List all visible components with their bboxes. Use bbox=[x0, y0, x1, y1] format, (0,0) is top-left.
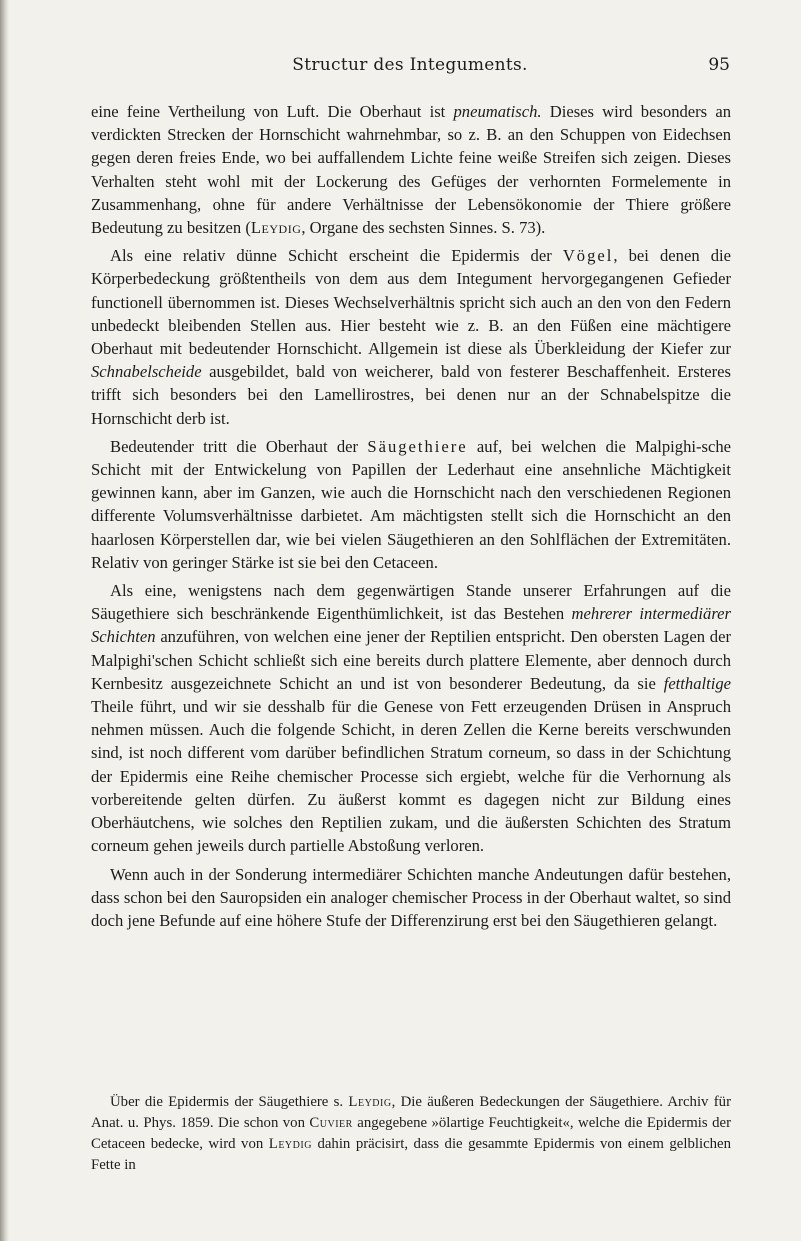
page-number: 95 bbox=[708, 55, 730, 75]
running-title: Structur des Integuments. bbox=[292, 55, 528, 75]
paragraph: Wenn auch in der Sonderung intermediärer Schichten manche Andeutungen dafür bestehen, dass schon bei den Sauropsiden ein analoger chemischer Process in der Oberhaut waltet, so sind doch jene Befunde auf eine höhere Stufe der Differenzirung erst bei den Säugethieren gelangt. bbox=[91, 864, 731, 930]
author-name: Leydig bbox=[250, 218, 302, 238]
page-spine-shadow bbox=[0, 0, 9, 1241]
emphasis: mehrerer intermediärer Schichten bbox=[91, 604, 731, 647]
page-header bbox=[90, 55, 730, 81]
author-name: Leydig bbox=[268, 1136, 312, 1152]
author-name: Leydig bbox=[348, 1094, 392, 1110]
author-name: Cuvier bbox=[309, 1115, 353, 1131]
paragraph: Als eine relativ dünne Schicht erscheint die Epidermis der Vögel, bei denen die Körperbedeckung größtentheils von dem aus dem Integument hervorgegangenen Gefieder functionell übernommen ist. Dieses Wechselverhältnis spricht sich auch an den von den Federn unbedeckt bleibenden Stellen aus. Hier besteht wie z. B. an den Füßen eine mächtigere Oberhaut mit bedeutender Hornschicht. Allgemein ist diese als Überkleidung der Kiefer zur Schnabelscheide ausgebildet, bald von weicherer, bald von festerer Beschaffenheit. Ersteres trifft sich besonders bei den Lamellirostres, bei denen nur an der Schnabelspitze die Hornschicht derb ist. bbox=[91, 246, 731, 428]
footnote-paragraph: Über die Epidermis der Säugethiere s. Leydig, Die äußeren Bedeckungen der Säugethiere. Archiv für Anat. u. Phys. 1859. Die schon von Cuvier angegebene »ölartige Feuchtigkeit«, welche die Epidermis der Cetaceen bedecke, wird von Leydig dahin präcisirt, dass die gesammte Epidermis von einem gelblichen Fette in bbox=[91, 1094, 731, 1173]
paragraph: Bedeutender tritt die Oberhaut der Säugethiere auf, bei welchen die Malpighi-sche Schicht mit der Entwickelung von Papillen der Lederhaut eine ansehnliche Mächtigkeit gewinnen kann, aber im Ganzen, wie auch die Hornschicht nach den verschiedenen Regionen differente Volumsverhältnisse darbietet. Am mächtigsten stellt sich die Hornschicht an den haarlosen Körperstellen dar, wie bei vielen Säugethieren an den Sohlflächen der Extremitäten. Relativ von geringer Stärke ist sie bei den Cetaceen. bbox=[91, 436, 731, 572]
body-text bbox=[91, 100, 731, 932]
spaced-term: Vögel bbox=[562, 246, 614, 266]
emphasis: pneumatisch. bbox=[453, 102, 542, 121]
spaced-term: Säugethiere bbox=[367, 436, 468, 456]
paragraph: Als eine, wenigstens nach dem gegenwärtigen Stande unserer Erfahrungen auf die Säugethiere sich beschränkende Eigenthümlichkeit, ist das Bestehen mehrerer intermediärer Schichten anzuführen, von welchen eine jener der Reptilien entspricht. Den obersten Lagen der Malpighi'schen Schicht schließt sich eine bereits durch plattere Elemente, aber dennoch durch Kernbesitz ausgezeichnete Schicht an und ist von besonderer Bedeutung, da sie fetthaltige Theile führt, und wir sie desshalb für die Genese von Fett erzeugenden Drüsen in Anspruch nehmen müssen. Auch die folgende Schicht, in deren Zellen die Kerne bereits verschwunden sind, ist noch different vom darüber befindlichen Stratum corneum, so dass in der Schichtung der Epidermis eine Reihe chemischer Processe sich ergiebt, welche für die Verhornung als vorbereitende gelten dürfen. Zu äußerst kommt es dagegen nicht zur Bildung eines Oberhäutchens, wie solches den Reptilien zukam, und die äußersten Schichten des Stratum corneum gehen jeweils durch partielle Abstoßung verloren. bbox=[91, 581, 731, 856]
footnote bbox=[91, 1092, 731, 1176]
paragraph: eine feine Vertheilung von Luft. Die Oberhaut ist pneumatisch. Dieses wird besonders an verdickten Strecken der Hornschicht wahrnehmbar, so z. B. an den Schuppen von Eidechsen gegen deren freies Ende, wo bei auffallendem Lichte feine weiße Streifen sich zeigen. Dieses Verhalten steht wohl mit der Lockerung des Gefüges der verhornten Formelemente in Zusammenhang, ohne für andere Verhältnisse der Lebensökonomie der Thiere größere Bedeutung zu besitzen (Leydig, Organe des sechsten Sinnes. S. 73). bbox=[91, 102, 731, 238]
emphasis: Schnabelscheide bbox=[91, 362, 202, 382]
emphasis: fetthaltige bbox=[663, 673, 731, 693]
